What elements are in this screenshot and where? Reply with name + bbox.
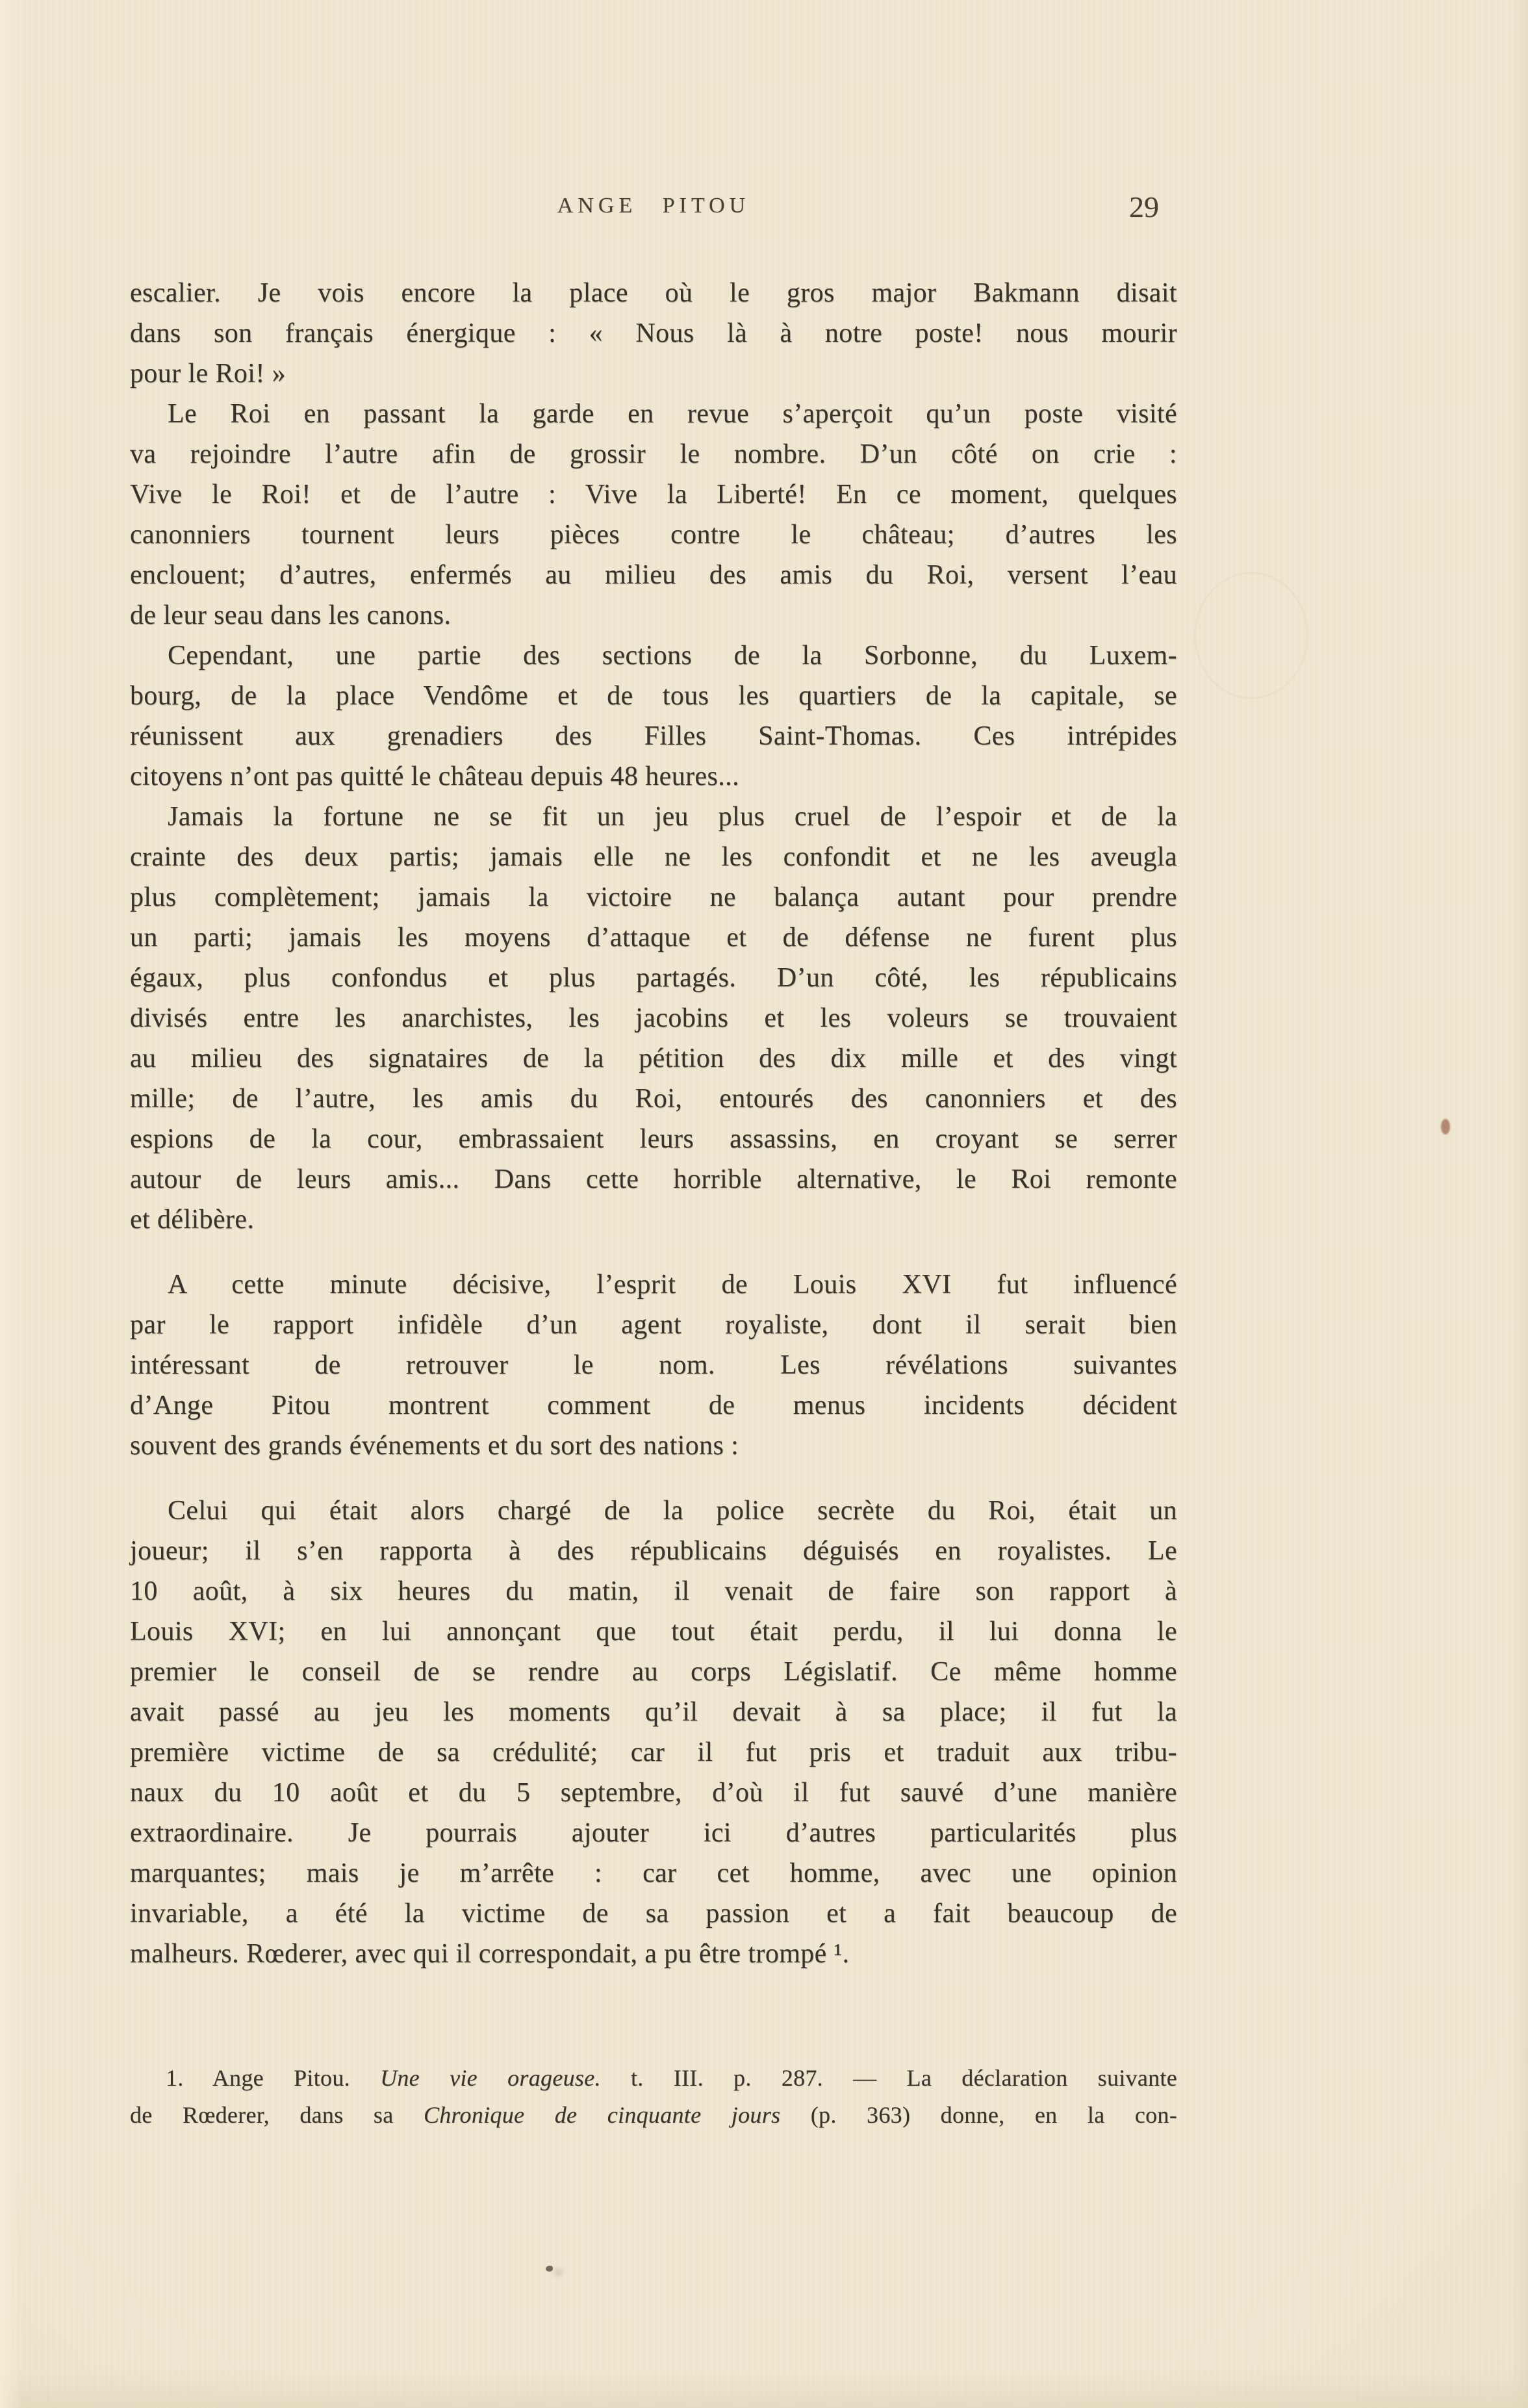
text-line: 10 août, à six heures du matin, il venait de faire son rapport à	[130, 1576, 1177, 1606]
text-line: bourg, de la place Vendôme et de tous les quartiers de la capitale, se	[130, 681, 1177, 711]
paragraph	[130, 635, 1177, 797]
text-line: première victime de sa crédulité; car il fut pris et traduit aux tribu-	[130, 1737, 1177, 1767]
footnote	[130, 2060, 1177, 2134]
text-line: A cette minute décisive, l’esprit de Louis XVI fut influencé	[168, 1270, 1177, 1300]
text-line: de leur seau dans les canons.	[130, 600, 452, 630]
text-line: Le Roi en passant la garde en revue s’aperçoit qu’un poste visité	[168, 399, 1177, 429]
text-line: dans son français énergique : « Nous là à notre poste! nous mourir	[130, 318, 1177, 348]
text-line: avait passé au jeu les moments qu’il devait à sa place; il fut la	[130, 1697, 1177, 1727]
text-line: joueur; il s’en rapporta à des républicains déguisés en royalistes. Le	[130, 1536, 1177, 1566]
text-line: marquantes; mais je m’arrête : car cet homme, avec une opinion	[130, 1858, 1177, 1888]
page-header	[130, 190, 1177, 229]
text-line: d’Ange Pitou montrent comment de menus incidents décident	[130, 1390, 1177, 1420]
text-line: divisés entre les anarchistes, les jacobins et les voleurs se trouvaient	[130, 1003, 1177, 1033]
footnote-text: 1. Ange Pitou.	[166, 2065, 381, 2091]
text-line: intéressant de retrouver le nom. Les révélations suivantes	[130, 1350, 1177, 1380]
text-line: extraordinaire. Je pourrais ajouter ici d’autres particularités plus	[130, 1818, 1177, 1848]
text-line: Celui qui était alors chargé de la police secrète du Roi, était un	[168, 1496, 1177, 1526]
text-line: Jamais la fortune ne se fit un jeu plus cruel de l’espoir et de la	[168, 802, 1177, 832]
text-line: Cependant, une partie des sections de la Sorbonne, du Luxem-	[168, 641, 1177, 671]
text-line: canonniers tournent leurs pièces contre le château; d’autres les	[130, 520, 1177, 550]
text-line: premier le conseil de se rendre au corps Législatif. Ce même homme	[130, 1657, 1177, 1687]
text-line: naux du 10 août et du 5 septembre, d’où il fut sauvé d’une manière	[130, 1778, 1177, 1808]
text-line: et délibère.	[130, 1205, 255, 1235]
text-line: autour de leurs amis... Dans cette horrible alternative, le Roi remonte	[130, 1164, 1177, 1194]
text-line: souvent des grands événements et du sort des nations :	[130, 1431, 739, 1461]
paragraph	[130, 273, 1177, 394]
footnote-book-title: Chronique de cinquante jours	[423, 2102, 781, 2128]
text-line: va rejoindre l’autre afin de grossir le nombre. D’un côté on crie :	[130, 439, 1177, 469]
running-title: ANGE PITOU	[557, 194, 750, 218]
text-line: Louis XVI; en lui annonçant que tout était perdu, il lui donna le	[130, 1617, 1177, 1646]
body-text	[130, 273, 1177, 1974]
footnote-line	[130, 2097, 1177, 2134]
footnote-text: de Rœderer, dans sa	[130, 2102, 424, 2128]
text-line: par le rapport infidèle d’un agent royaliste, dont il serait bien	[130, 1310, 1177, 1340]
text-line: invariable, a été la victime de sa passion et a fait beaucoup de	[130, 1899, 1177, 1928]
text-line: enclouent; d’autres, enfermés au milieu des amis du Roi, versent l’eau	[130, 560, 1177, 590]
paragraph	[130, 797, 1177, 1240]
footnote-book-title: Une vie orageuse.	[380, 2065, 601, 2091]
page-number: 29	[1129, 190, 1159, 224]
text-line: plus complètement; jamais la victoire ne balança autant pour prendre	[130, 882, 1177, 912]
text-line: malheurs. Rœderer, avec qui il correspondait, a pu être trompé ¹.	[130, 1939, 850, 1969]
footnote-text: t. III. p. 287. — La déclaration suivante	[600, 2065, 1178, 2091]
text-line: crainte des deux partis; jamais elle ne les confondit et ne les aveugla	[130, 842, 1177, 872]
paragraph	[130, 1264, 1177, 1466]
text-line: réunissent aux grenadiers des Filles Saint-Thomas. Ces intrépides	[130, 721, 1177, 751]
text-line: escalier. Je vois encore la place où le gros major Bakmann disait	[130, 278, 1177, 308]
paragraph	[130, 1491, 1177, 1974]
paragraph	[130, 394, 1177, 635]
text-line: mille; de l’autre, les amis du Roi, entourés des canonniers et des	[130, 1084, 1177, 1114]
text-line: Vive le Roi! et de l’autre : Vive la Liberté! En ce moment, quelques	[130, 480, 1177, 509]
ink-speck	[546, 2266, 553, 2272]
footnote-line	[130, 2060, 1177, 2097]
text-line: pour le Roi! »	[130, 359, 286, 389]
red-stain	[1441, 1119, 1450, 1134]
text-line: un parti; jamais les moyens d’attaque et de défense ne furent plus	[130, 923, 1177, 953]
text-line: espions de la cour, embrassaient leurs assassins, en croyant se serrer	[130, 1124, 1177, 1154]
text-line: au milieu des signataires de la pétition des dix mille et des vingt	[130, 1044, 1177, 1073]
text-line: égaux, plus confondus et plus partagés. D’un côté, les républicains	[130, 963, 1177, 993]
paper-blemish	[1194, 572, 1308, 699]
footnote-text: (p. 363) donne, en la con-	[780, 2102, 1178, 2128]
text-line: citoyens n’ont pas quitté le château depuis 48 heures...	[130, 762, 739, 791]
